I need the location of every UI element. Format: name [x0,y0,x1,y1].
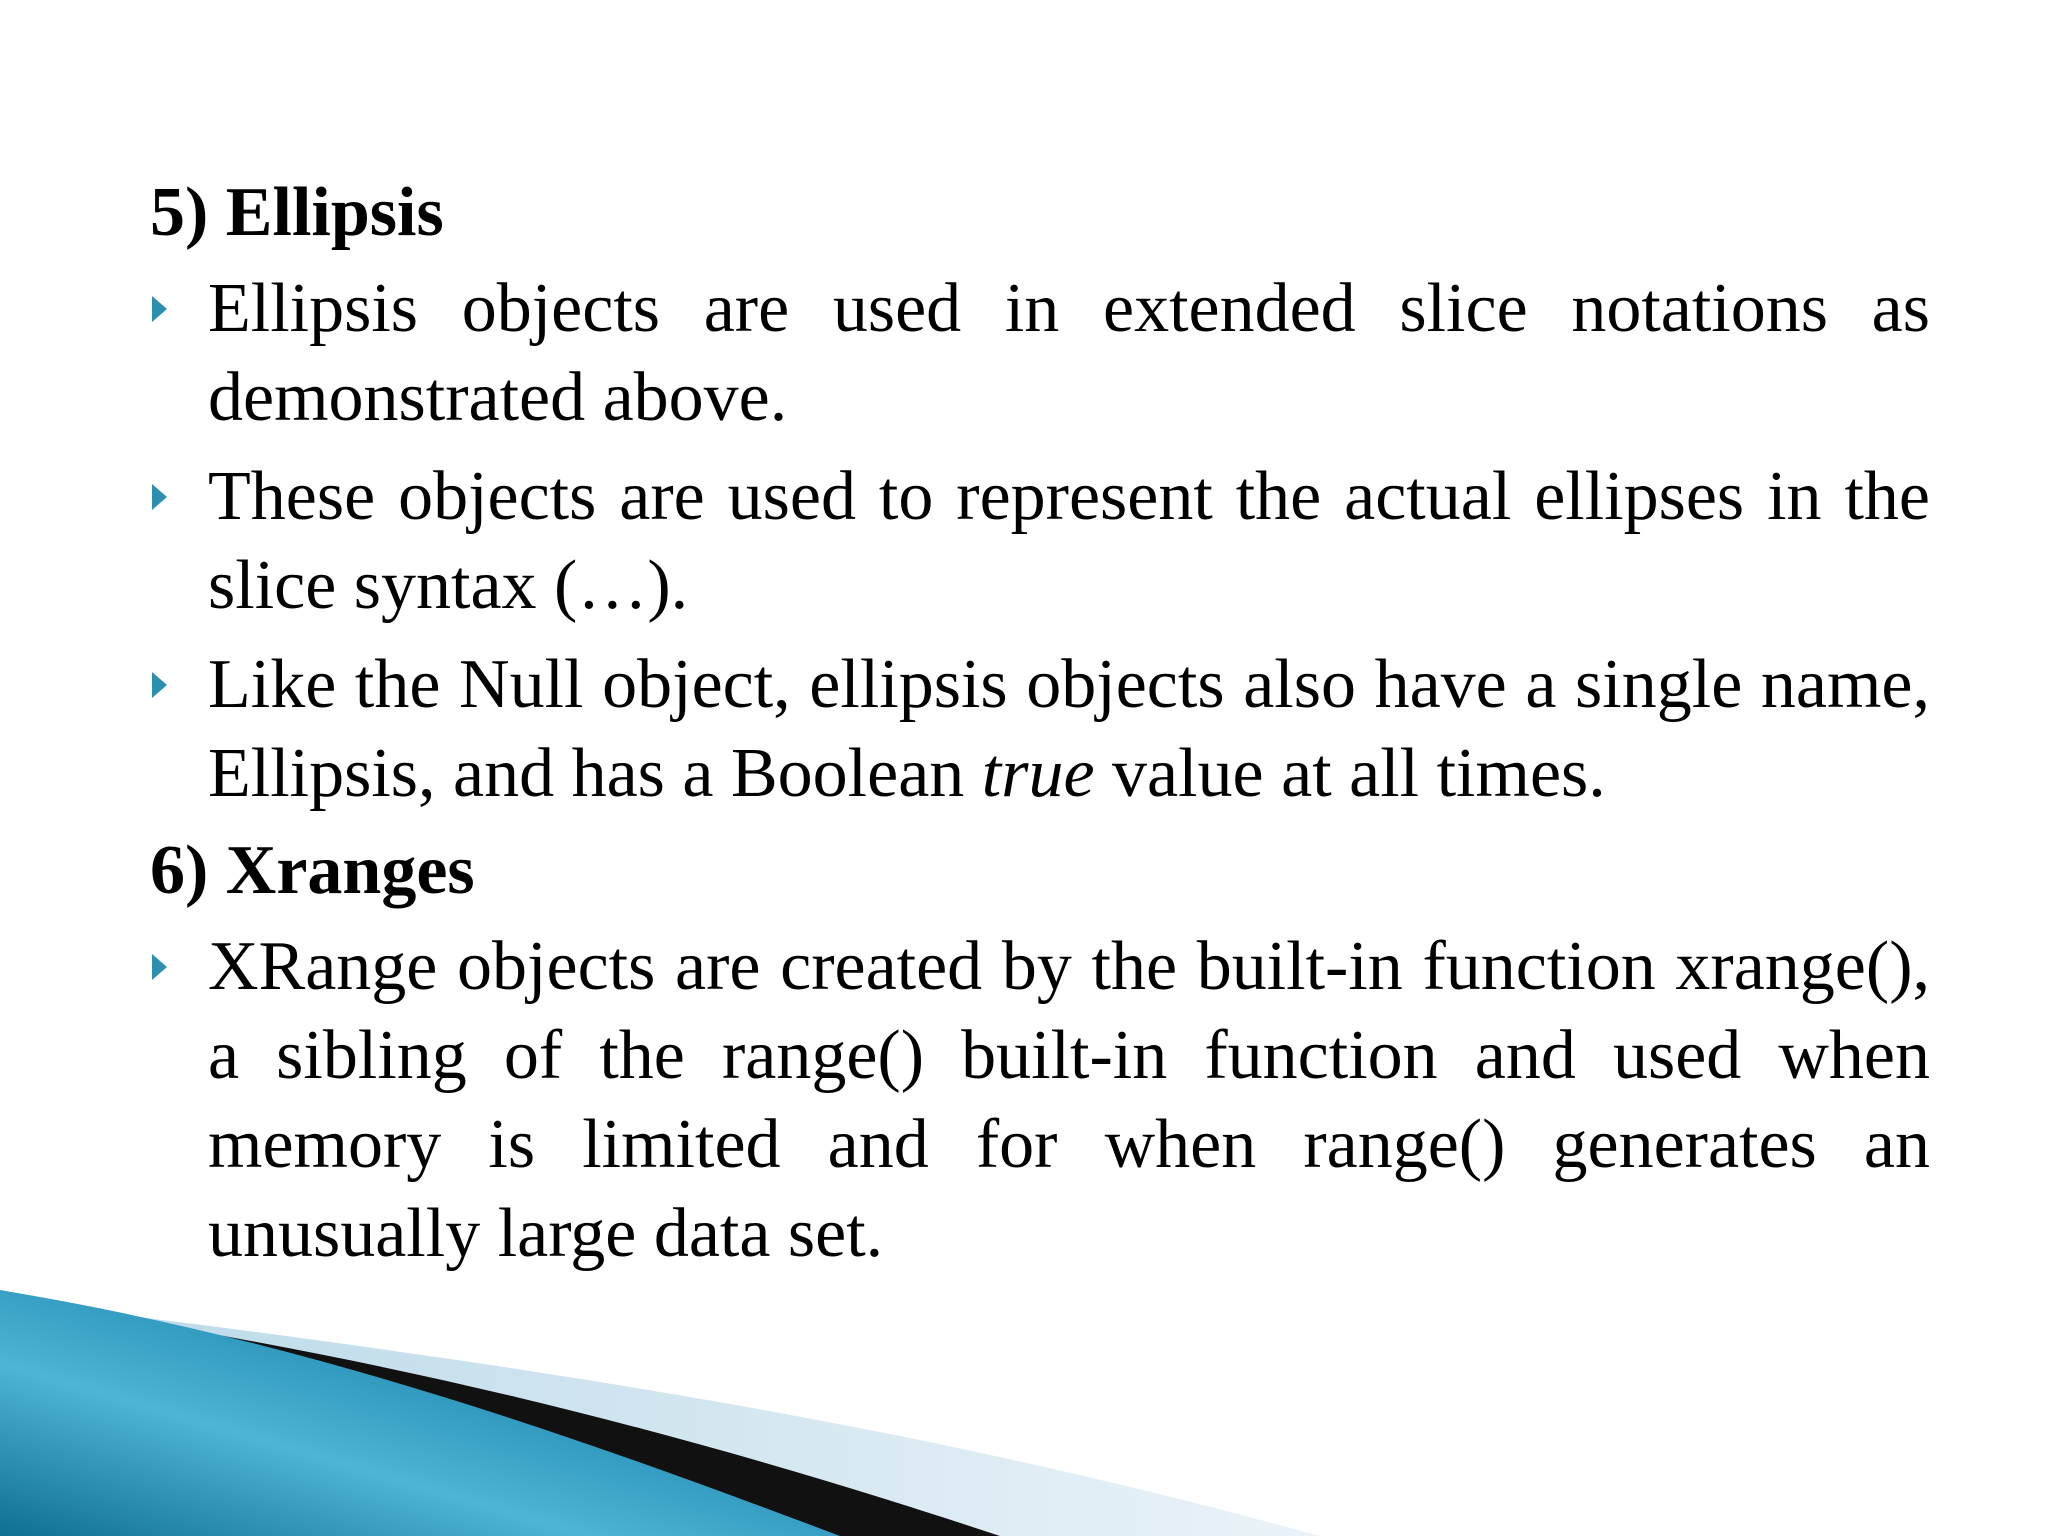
bullet-text: Ellipsis objects are used in extended slice notations as demonstrated above. [208,270,1930,436]
bullet-text: XRange objects are created by the built-in function xrange(), a sibling of the range() built-in function and used when memory is limited and for when range() generates an unusually large data set. [208,928,1930,1272]
wave-dark-band [0,1300,1000,1536]
bullet-arrow-icon [152,296,167,322]
bullet-arrow-icon [152,672,167,698]
bullet-item [150,640,1930,818]
bullet-arrow-icon [152,954,167,980]
ellipsis-bullet-list [150,264,1930,818]
wave-light-band [0,1300,1320,1536]
bullet-item [150,264,1930,442]
bullet-text-emphasis: true [981,735,1095,812]
bullet-item [150,922,1930,1278]
bullet-item [150,452,1930,630]
bullet-text-after: value at all times. [1094,735,1606,812]
section-heading-ellipsis: 5) Ellipsis [150,174,444,251]
slide-content [150,170,1930,1288]
bullet-text: These objects are used to represent the actual ellipses in the slice syntax (…). [208,458,1930,624]
bullet-text-before: Like the Null object, ellipsis objects also have a single name, Ellipsis, and has a Boolean [208,646,1930,812]
xranges-bullet-list [150,922,1930,1278]
section-heading-xranges: 6) Xranges [150,832,475,909]
bullet-arrow-icon [152,484,167,510]
wave-blue-band [0,1290,840,1536]
